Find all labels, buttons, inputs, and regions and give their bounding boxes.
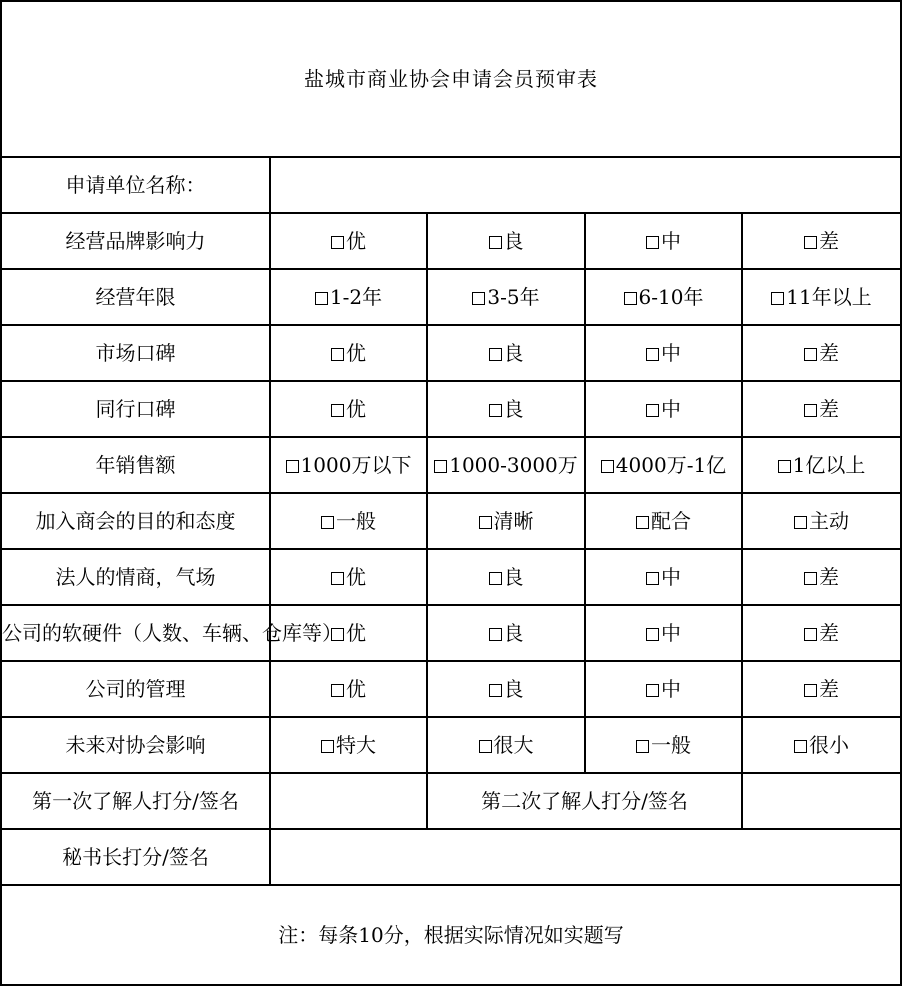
checkbox-icon[interactable] — [331, 236, 344, 249]
option-label: 差 — [819, 229, 840, 253]
checkbox-icon[interactable] — [331, 684, 344, 697]
criteria-option[interactable] — [270, 437, 427, 493]
criteria-option[interactable] — [742, 269, 901, 325]
checkbox-icon[interactable] — [771, 292, 784, 305]
criteria-option[interactable] — [585, 549, 742, 605]
option-label: 优 — [346, 677, 366, 701]
option-label: 主动 — [809, 509, 850, 533]
criteria-row — [1, 717, 901, 773]
criteria-option[interactable] — [427, 605, 585, 661]
criteria-option[interactable] — [427, 437, 585, 493]
option-label: 良 — [503, 229, 524, 253]
option-label: 中 — [661, 565, 681, 589]
option-label: 3-5年 — [487, 285, 540, 309]
criteria-option[interactable] — [427, 661, 585, 717]
checkbox-icon[interactable] — [479, 516, 492, 529]
checkbox-icon[interactable] — [646, 684, 659, 697]
option-label: 差 — [819, 565, 840, 589]
criteria-label: 年销售额 — [1, 437, 270, 493]
criteria-row — [1, 661, 901, 717]
checkbox-icon[interactable] — [331, 348, 344, 361]
applicant-name-field[interactable] — [270, 157, 901, 213]
checkbox-icon[interactable] — [636, 516, 649, 529]
option-label: 优 — [346, 229, 366, 253]
checkbox-icon[interactable] — [331, 572, 344, 585]
criteria-row — [1, 605, 901, 661]
criteria-option[interactable] — [585, 269, 742, 325]
criteria-label: 同行口碑 — [1, 381, 270, 437]
secretary-label: 秘书长打分/签名 — [1, 829, 270, 885]
criteria-option[interactable] — [585, 717, 742, 773]
checkbox-icon[interactable] — [646, 572, 659, 585]
option-label: 优 — [346, 397, 366, 421]
option-label: 1000-3000万 — [449, 453, 578, 477]
checkbox-icon[interactable] — [489, 404, 502, 417]
criteria-option[interactable] — [270, 325, 427, 381]
option-label: 良 — [503, 397, 524, 421]
option-label: 很大 — [493, 733, 534, 757]
criteria-option[interactable] — [742, 381, 901, 437]
option-label: 1-2年 — [329, 285, 383, 309]
option-label: 中 — [661, 229, 681, 253]
criteria-option[interactable] — [270, 213, 427, 269]
checkbox-icon[interactable] — [331, 404, 344, 417]
checkbox-icon[interactable] — [286, 460, 299, 473]
criteria-row — [1, 493, 901, 549]
criteria-row — [1, 381, 901, 437]
criteria-option[interactable] — [742, 437, 901, 493]
option-label: 6-10年 — [638, 285, 704, 309]
option-label: 11年以上 — [786, 285, 872, 309]
option-label: 中 — [661, 621, 681, 645]
checkbox-icon[interactable] — [321, 516, 334, 529]
criteria-option[interactable] — [427, 325, 585, 381]
second-reviewer-field[interactable] — [742, 773, 901, 829]
criteria-label: 加入商会的目的和态度 — [1, 493, 270, 549]
checkbox-icon[interactable] — [636, 740, 649, 753]
criteria-option[interactable] — [270, 493, 427, 549]
option-label: 差 — [819, 341, 840, 365]
criteria-label: 公司的软硬件（人数、车辆、仓库等） — [1, 605, 270, 661]
criteria-row — [1, 325, 901, 381]
checkbox-icon[interactable] — [624, 292, 637, 305]
criteria-option[interactable] — [427, 717, 585, 773]
option-label: 差 — [819, 397, 840, 421]
option-label: 良 — [503, 341, 524, 365]
option-label: 中 — [661, 677, 681, 701]
option-label: 优 — [346, 565, 366, 589]
criteria-row — [1, 549, 901, 605]
criteria-option[interactable] — [427, 493, 585, 549]
option-label: 1亿以上 — [792, 453, 866, 477]
criteria-option[interactable] — [427, 269, 585, 325]
criteria-option[interactable] — [270, 381, 427, 437]
checkbox-icon[interactable] — [646, 404, 659, 417]
checkbox-icon[interactable] — [489, 684, 502, 697]
criteria-option[interactable] — [270, 717, 427, 773]
criteria-option[interactable] — [742, 549, 901, 605]
checkbox-icon[interactable] — [794, 740, 807, 753]
criteria-option[interactable] — [270, 269, 427, 325]
option-label: 4000万-1亿 — [615, 453, 727, 477]
checkbox-icon[interactable] — [804, 348, 817, 361]
first-reviewer-field[interactable] — [270, 773, 427, 829]
second-reviewer-label: 第二次了解人打分/签名 — [427, 773, 742, 829]
criteria-option[interactable] — [427, 549, 585, 605]
secretary-field[interactable] — [270, 829, 901, 885]
criteria-option[interactable] — [742, 325, 901, 381]
checkbox-icon[interactable] — [778, 460, 791, 473]
checkbox-icon[interactable] — [331, 628, 344, 641]
checkbox-icon[interactable] — [601, 460, 614, 473]
checkbox-icon[interactable] — [794, 516, 807, 529]
criteria-option[interactable] — [585, 437, 742, 493]
criteria-option[interactable] — [585, 605, 742, 661]
checkbox-icon[interactable] — [804, 236, 817, 249]
criteria-option[interactable] — [585, 213, 742, 269]
option-label: 良 — [503, 565, 524, 589]
checkbox-icon[interactable] — [489, 572, 502, 585]
checkbox-icon[interactable] — [315, 292, 328, 305]
criteria-option[interactable] — [585, 661, 742, 717]
criteria-row — [1, 437, 901, 493]
checkbox-icon[interactable] — [434, 460, 447, 473]
criteria-option[interactable] — [270, 661, 427, 717]
option-label: 一般 — [336, 509, 376, 533]
checkbox-icon[interactable] — [646, 628, 659, 641]
criteria-option[interactable] — [427, 381, 585, 437]
option-label: 差 — [819, 677, 840, 701]
option-label: 一般 — [651, 733, 691, 757]
option-label: 中 — [661, 397, 681, 421]
checkbox-icon[interactable] — [646, 348, 659, 361]
criteria-option[interactable] — [270, 549, 427, 605]
checkbox-icon[interactable] — [489, 236, 502, 249]
option-label: 1000万以下 — [300, 453, 412, 477]
criteria-option[interactable] — [427, 213, 585, 269]
criteria-option[interactable] — [742, 213, 901, 269]
checkbox-icon[interactable] — [804, 404, 817, 417]
option-label: 特大 — [336, 733, 376, 757]
option-label: 清晰 — [493, 509, 534, 533]
checkbox-icon[interactable] — [804, 684, 817, 697]
applicant-name-label: 申请单位名称： — [1, 157, 270, 213]
checkbox-icon[interactable] — [489, 628, 502, 641]
checkbox-icon[interactable] — [321, 740, 334, 753]
option-label: 良 — [503, 677, 524, 701]
criteria-option[interactable] — [742, 717, 901, 773]
criteria-option[interactable] — [742, 661, 901, 717]
checkbox-icon[interactable] — [804, 628, 817, 641]
criteria-label: 未来对协会影响 — [1, 717, 270, 773]
criteria-row — [1, 213, 901, 269]
criteria-label: 法人的情商，气场 — [1, 549, 270, 605]
checkbox-icon[interactable] — [472, 292, 485, 305]
option-label: 中 — [661, 341, 681, 365]
criteria-label: 公司的管理 — [1, 661, 270, 717]
first-reviewer-label: 第一次了解人打分/签名 — [1, 773, 270, 829]
checkbox-icon[interactable] — [479, 740, 492, 753]
criteria-row — [1, 269, 901, 325]
criteria-option[interactable] — [585, 381, 742, 437]
criteria-option[interactable] — [742, 605, 901, 661]
checkbox-icon[interactable] — [804, 572, 817, 585]
checkbox-icon[interactable] — [489, 348, 502, 361]
form-title: 盐城市商业协会申请会员预审表 — [1, 1, 901, 157]
criteria-option[interactable] — [585, 493, 742, 549]
criteria-label: 市场口碑 — [1, 325, 270, 381]
option-label: 配合 — [651, 509, 691, 533]
criteria-label: 经营品牌影响力 — [1, 213, 270, 269]
checkbox-icon[interactable] — [646, 236, 659, 249]
form-note: 注：每条10分，根据实际情况如实题写 — [1, 885, 901, 985]
criteria-option[interactable] — [585, 325, 742, 381]
option-label: 优 — [346, 341, 366, 365]
criteria-label: 经营年限 — [1, 269, 270, 325]
option-label: 良 — [503, 621, 524, 645]
option-label: 差 — [819, 621, 840, 645]
option-label: 优 — [346, 621, 366, 645]
criteria-option[interactable] — [742, 493, 901, 549]
option-label: 很小 — [809, 733, 850, 757]
